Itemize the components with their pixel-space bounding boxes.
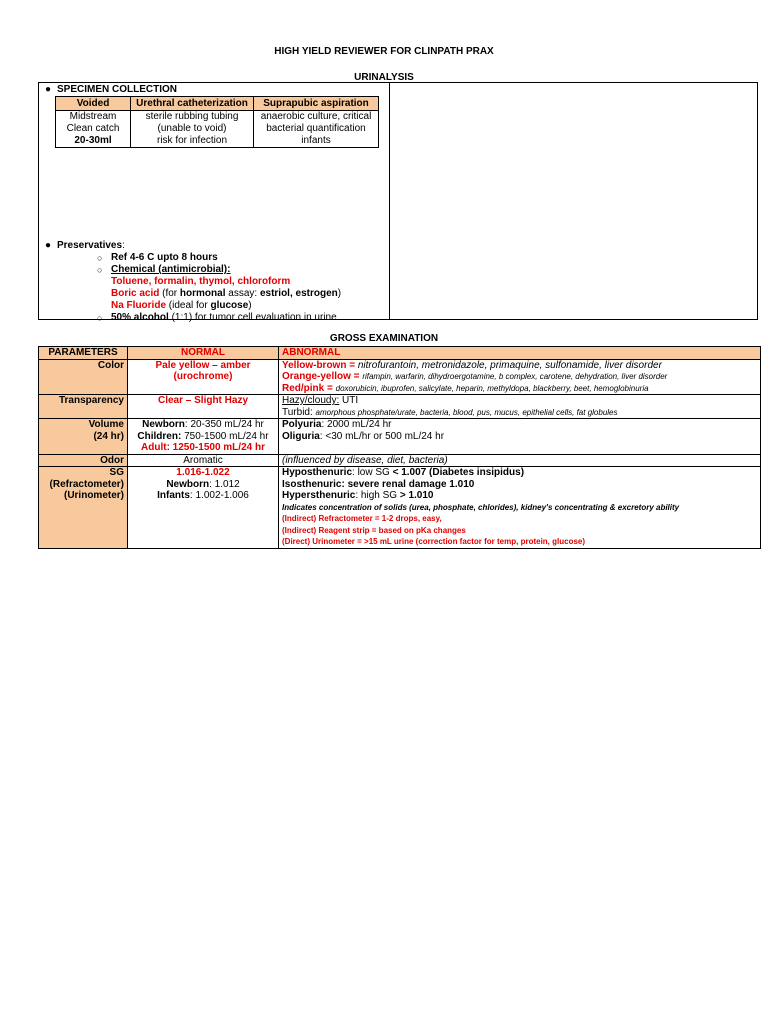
header-suprapubic: Suprapubic aspiration [254,97,379,111]
gross-examination-heading: GROSS EXAMINATION [329,333,439,344]
specimen-collection-table [55,96,379,148]
param-volume: Volume (24 hr) [39,419,128,455]
list-item: ○ Chemical (antimicrobial): [97,264,231,275]
table-row [39,359,761,395]
suprapubic-cell: anaerobic culture, critical bacterial quantification infants [254,111,379,148]
header-voided: Voided [56,97,131,111]
preservatives-list [95,252,341,324]
document-title: HIGH YIELD REVIEWER FOR CLINPATH PRAX [274,46,494,57]
header-abnormal: ABNORMAL [279,347,761,360]
abnormal-odor: (influenced by disease, diet, bacteria) [279,454,761,467]
urinalysis-heading: URINALYSIS [354,72,414,83]
abnormal-transparency: Hazy/cloudy: UTI Turbid: amorphous phosphate/urate, bacteria, blood, pus, mucus, epithelial cells, fat globules [279,395,761,419]
header-normal: NORMAL [128,347,279,360]
list-item: ○ Ref 4-6 C upto 8 hours [97,252,218,263]
voided-cell: Midstream Clean catch 20-30ml [56,111,131,148]
normal-sg: 1.016-1.022 Newborn: 1.012 Infants: 1.002-1.006 [128,467,279,549]
param-odor: Odor [39,454,128,467]
specimen-collection-bullet: ● SPECIMEN COLLECTION [45,84,178,95]
param-transparency: Transparency [39,395,128,419]
circle-bullet-icon: ○ [97,253,103,263]
urinalysis-left-panel [39,83,390,323]
param-sg: SG (Refractometer) (Urinometer) [39,467,128,549]
preservatives-bullet: ● Preservatives: [45,240,125,251]
circle-bullet-icon: ○ [97,313,103,323]
table-row [39,467,761,549]
table-row [39,454,761,467]
normal-odor: Aromatic [128,454,279,467]
normal-color: Pale yellow – amber (urochrome) [128,359,279,395]
table-row [39,395,761,419]
normal-transparency: Clear – Slight Hazy [128,395,279,419]
list-item: Boric acid (for hormonal assay: estriol, estrogen) [111,288,342,299]
header-parameters: PARAMETERS [39,347,128,360]
param-color: Color [39,359,128,395]
abnormal-color: Yellow-brown = nitrofurantoin, metronidazole, primaquine, sulfonamide, liver disorder Orange-yellow = rifampin, warfarin, dihydroergotamine, b complex, carotene, dehydration, liver disorder Red/pink = doxorubicin, ibuprofen, salicylate, heparin, methyldopa, blackberry, beet, hemoglobinuria [279,359,761,395]
urinalysis-box [38,82,758,323]
list-item: Toluene, formalin, thymol, chloroform [111,276,291,287]
bullet-dot-icon: ● [45,84,52,95]
urethral-cell: sterile rubbing tubing (unable to void) risk for infection [131,111,254,148]
table-row [39,419,761,455]
abnormal-volume: Polyuria: 2000 mL/24 hr Oliguria: <30 mL/hr or 500 mL/24 hr [279,419,761,455]
bullet-dot-icon: ● [45,240,52,251]
circle-bullet-icon: ○ [97,265,103,275]
abnormal-sg: Hyposthenuric: low SG < 1.007 (Diabetes insipidus) Isosthenuric: severe renal damage 1.010 Hypersthenuric: high SG > 1.010 Indicates concentration of solids (urea, phosphate, chlorides), kidney's concentrating & excretory ability (Indirect) Refractometer = 1-2 drops, easy, (Indirect) Reagent strip = based on pKa changes (Direct) Urinometer = >15 mL urine (correction factor for temp, protein, glucose) [279,467,761,549]
gross-examination-table [38,346,761,549]
header-urethral: Urethral catheterization [131,97,254,111]
list-item: Na Fluoride (ideal for glucose) [111,300,252,311]
list-item: ○ 50% alcohol (1:1) for tumor cell evaluation in urine [97,312,337,323]
normal-volume: Newborn: 20-350 mL/24 hr Children: 750-1500 mL/24 hr Adult: 1250-1500 mL/24 hr [128,419,279,455]
